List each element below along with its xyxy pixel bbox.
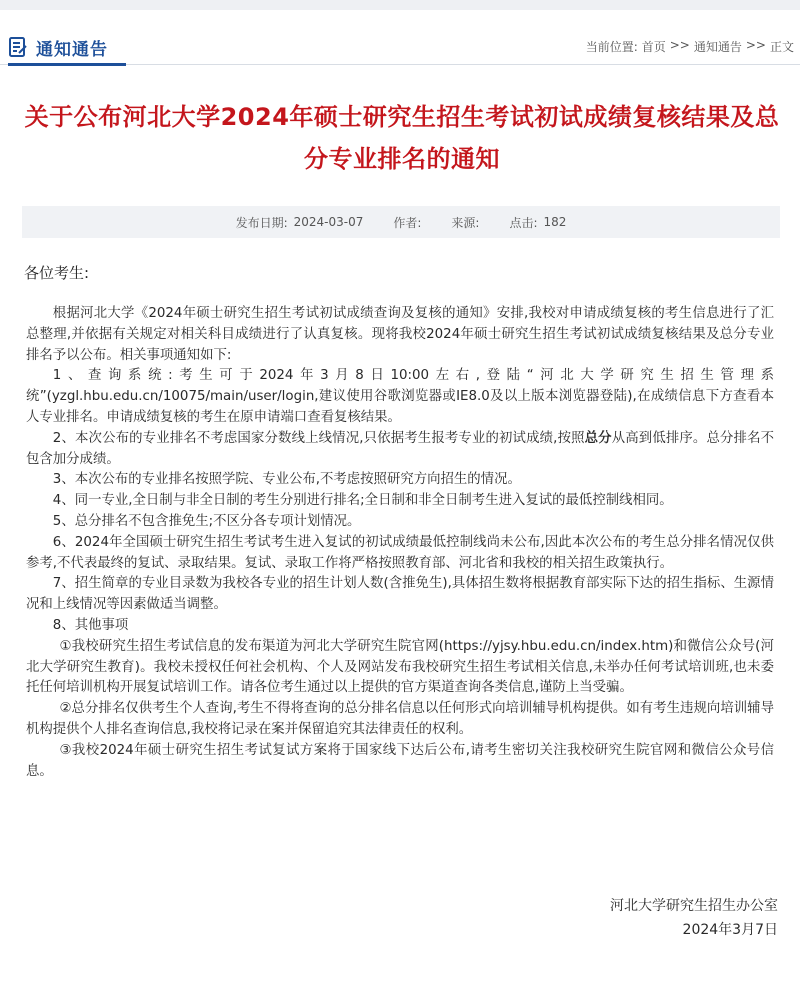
breadcrumb-separator: >> bbox=[745, 38, 766, 52]
publish-date: 2024-03-07 bbox=[293, 215, 364, 229]
paragraph-item-1: 1、查询系统:考生可于2024年3月8日10:00左右,登陆“河北大学研究生招生管理系统”(yzgl.hbu.edu.cn/10075/main/user/login,建议使用谷歌浏览器或IE8.0及以上版本浏览器登陆),在成绩信息下方查看本人专业排名。申请成绩复核的考生在原申请端口查看复核结果。 bbox=[26, 368, 774, 425]
greeting: 各位考生: bbox=[24, 264, 90, 282]
paragraph-item-2 bbox=[26, 429, 774, 471]
item-2-text-b: 从高到低排序。总分排名不包含加分成绩。 bbox=[26, 430, 775, 467]
paragraph-item-3: 3、本次公布的专业排名按照学院、专业公布,不考虑按照研究方向招生的情况。 bbox=[52, 472, 521, 488]
article-body bbox=[26, 304, 774, 782]
section-title: 通知通告 bbox=[36, 39, 108, 60]
section-tab[interactable] bbox=[8, 32, 108, 62]
publish-date-label: 发布日期: bbox=[235, 215, 288, 230]
paragraph-intro: 根据河北大学《2024年硕士研究生招生考试初试成绩查询及复核的通知》安排,我校对申请成绩复核的考生信息进行了汇总整理,并依据有关规定对相关科目成绩进行了认真复核。现将我校2024年硕士研究生招生考试初试成绩复核结果及总分专业排名予以公布。相关事项通知如下: bbox=[26, 306, 774, 363]
paragraph-item-5: 5、总分排名不包含推免生;不区分各专项计划情况。 bbox=[52, 513, 361, 529]
section-underline bbox=[8, 63, 126, 66]
clicks-label: 点击: bbox=[509, 215, 538, 230]
signature-org: 河北大学研究生招生办公室 bbox=[610, 898, 778, 914]
breadcrumb-category-link[interactable]: 通知通告 bbox=[693, 40, 742, 54]
click-count: 182 bbox=[543, 215, 567, 229]
signature-date: 2024年3月7日 bbox=[682, 922, 778, 938]
signature-block bbox=[610, 894, 778, 942]
paragraph-sub-1: ①我校研究生招生考试信息的发布渠道为河北大学研究生院官网(https://yjsy.hbu.edu.cn/index.htm)和微信公众号(河北大学研究生教育)。我校未授权任何社会机构、个人及网站发布我校研究生招生考试相关信息,未举办任何考试培训班,也未委托任何培训机构开展复试培训工作。请各位考生通过以上提供的官方渠道查询各类信息,谨防上当受骗。 bbox=[26, 638, 774, 696]
source-label: 来源: bbox=[451, 215, 480, 230]
page-title: 关于公布河北大学2024年硕士研究生招生考试初试成绩复核结果及总分专业排名的通知 bbox=[24, 103, 780, 173]
breadcrumb-separator: >> bbox=[669, 38, 690, 52]
paragraph-sub-3: ③我校2024年硕士研究生招生考试复试方案将于国家线下达后公布,请考生密切关注我校研究生院官网和微信公众号信息。 bbox=[26, 742, 774, 779]
breadcrumb-home-link[interactable]: 首页 bbox=[641, 40, 666, 54]
author-label: 作者: bbox=[393, 215, 422, 230]
document-edit-icon bbox=[8, 36, 28, 58]
paragraph-item-6: 6、2024年全国硕士研究生招生考试考生进入复试的初试成绩最低控制线尚未公布,因此本次公布的考生总分排名情况仅供参考,不代表最终的复试、录取结果。复试、录取工作将严格按照教育部、河北省和我校的相关招生政策执行。 bbox=[26, 534, 774, 571]
page-header bbox=[0, 10, 800, 65]
paragraph-item-8: 8、其他事项 bbox=[52, 617, 129, 633]
paragraph-item-7: 7、招生简章的专业目录数为我校各专业的招生计划人数(含推免生),具体招生数将根据教育部实际下达的招生指标、生源情况和上线情况等因素做适当调整。 bbox=[26, 576, 774, 613]
top-strip bbox=[0, 0, 800, 10]
article-meta bbox=[22, 206, 780, 238]
breadcrumb-current: 正文 bbox=[769, 40, 794, 54]
breadcrumb-prefix: 当前位置: bbox=[585, 40, 638, 54]
breadcrumb bbox=[586, 38, 794, 55]
item-2-bold-total: 总分 bbox=[584, 430, 612, 446]
paragraph-sub-2: ②总分排名仅供考生个人查询,考生不得将查询的总分排名信息以任何形式向培训辅导机构提供。如有考生违规向培训辅导机构提供个人排名查询信息,我校将记录在案并保留追究其法律责任的权利。 bbox=[26, 701, 774, 737]
paragraph-item-4: 4、同一专业,全日制与非全日制的考生分别进行排名;全日制和非全日制考生进入复试的最低控制线相同。 bbox=[52, 493, 673, 509]
item-2-text-a: 2、本次公布的专业排名不考虑国家分数线上线情况,只依据考生报考专业的初试成绩,按照 bbox=[52, 430, 585, 446]
